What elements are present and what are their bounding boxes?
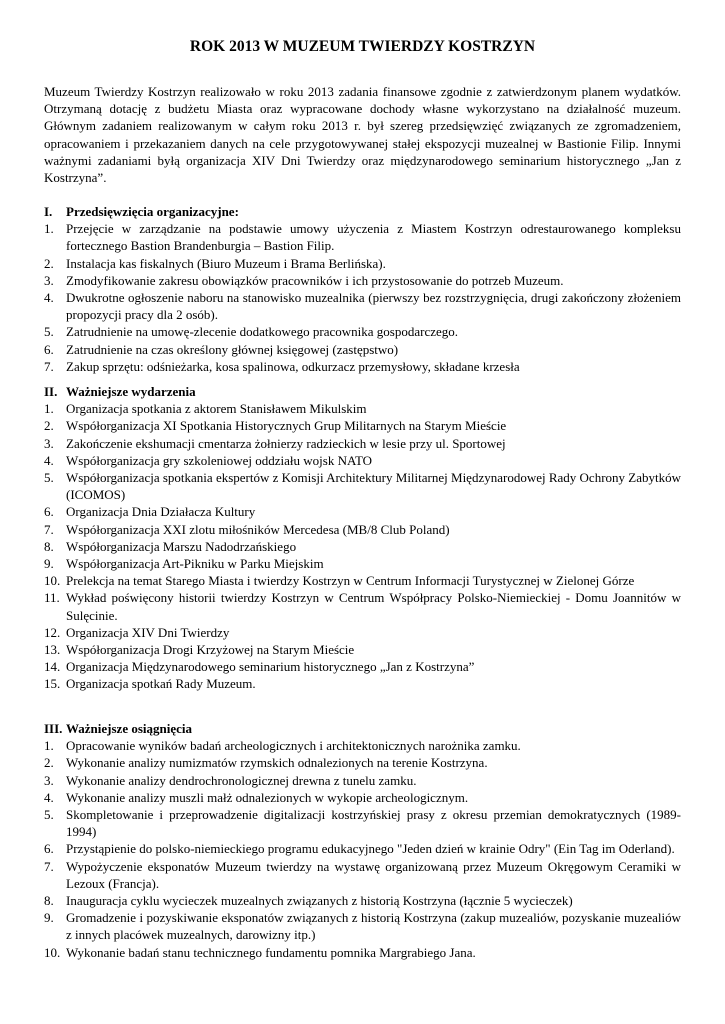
- list-item-text: Współorganizacja gry szkoleniowej oddziału wojsk NATO: [66, 452, 373, 468]
- list-item-number: 7.: [44, 521, 54, 537]
- list-item: [44, 272, 681, 289]
- list-item: [44, 341, 681, 358]
- list-item-number: 4.: [44, 290, 54, 306]
- section-heading: [44, 203, 681, 220]
- list-item-number: 14.: [44, 659, 61, 675]
- list-item-text: Organizacja Międzynarodowego seminarium historycznego „Jan z Kostrzyna”: [66, 659, 475, 675]
- list-item-text: Organizacja XIV Dni Twierdzy: [66, 624, 230, 640]
- list-item-text: Współorganizacja spotkania ekspertów z Komisji Architektury Militarnej Międzynarodowej Rady Ochrony Zabytków (ICOMOS): [66, 470, 681, 503]
- list-item: [44, 624, 681, 641]
- list-item-text: Opracowanie wyników badań archeologicznych i architektonicznych narożnika zamku.: [66, 738, 521, 754]
- list-item-text: Organizacja spotkań Rady Muzeum.: [66, 676, 256, 692]
- list-item: [44, 521, 681, 538]
- list-item-number: 15.: [44, 676, 61, 692]
- list-item: [44, 909, 681, 943]
- list-item-text: Wykład poświęcony historii twierdzy Kostrzyn w Centrum Współpracy Polsko-Niemieckiej - Domu Joannitów w Sulęcinie.: [66, 590, 681, 623]
- list-item: [44, 754, 681, 771]
- list-item: [44, 772, 681, 789]
- list-item-number: 11.: [44, 590, 60, 606]
- list-item-number: 1.: [44, 401, 54, 417]
- list-item-number: 9.: [44, 556, 54, 572]
- list-item: [44, 589, 681, 623]
- list-item-number: 2.: [44, 255, 54, 271]
- list-item: [44, 417, 681, 434]
- list-item-number: 2.: [44, 755, 54, 771]
- list-item-number: 12.: [44, 624, 61, 640]
- section-heading: [44, 383, 681, 400]
- list-item-text: Przystąpienie do polsko-niemieckiego programu edukacyjnego "Jeden dzień w krainie Odry" (Ein Tag im Oderland).: [66, 841, 675, 857]
- list-item-text: Wykonanie badań stanu technicznego fundamentu pomnika Margrabiego Jana.: [66, 944, 476, 960]
- list-item: [44, 840, 681, 857]
- list-item: [44, 675, 681, 692]
- list-item-text: Wykonanie analizy muszli małż odnalezionych w wykopie archeologicznym.: [66, 789, 469, 805]
- section-achievements: [44, 720, 681, 961]
- list-item-number: 4.: [44, 452, 54, 468]
- list-item-text: Współorganizacja XXI zlotu miłośników Mercedesa (MB/8 Club Poland): [66, 521, 450, 537]
- list-item-text: Współorganizacja Drogi Krzyżowej na Starym Mieście: [66, 642, 355, 658]
- list-item-number: 5.: [44, 807, 54, 823]
- list-item: [44, 806, 681, 840]
- list-item-number: 6.: [44, 504, 54, 520]
- list-item-number: 7.: [44, 858, 54, 874]
- list-item-number: 3.: [44, 272, 54, 288]
- list-item-text: Organizacja Dnia Działacza Kultury: [66, 504, 256, 520]
- list-item-text: Instalacja kas fiskalnych (Biuro Muzeum i Brama Berlińska).: [66, 255, 386, 271]
- list-item: [44, 572, 681, 589]
- list-item: [44, 737, 681, 754]
- list-item: [44, 289, 681, 323]
- list-item: [44, 641, 681, 658]
- list-item: [44, 358, 681, 375]
- list-item: [44, 255, 681, 272]
- list-item-text: Wykonanie analizy dendrochronologicznej drewna z tunelu zamku.: [66, 772, 417, 788]
- list-item-number: 13.: [44, 642, 61, 658]
- section-heading: [44, 720, 681, 737]
- list-item-number: 2.: [44, 418, 54, 434]
- list-item: [44, 323, 681, 340]
- list-item-text: Zakup sprzętu: odśnieżarka, kosa spalinowa, odkurzacz przemysłowy, składane krzesła: [66, 358, 520, 374]
- list-item-number: 5.: [44, 324, 54, 340]
- list-item-number: 6.: [44, 341, 54, 357]
- list-item: [44, 469, 681, 503]
- list-item: [44, 435, 681, 452]
- section-roman-numeral: III.: [44, 721, 63, 736]
- section-roman-numeral: II.: [44, 384, 58, 399]
- list-item-text: Wypożyczenie eksponatów Muzeum twierdzy na wystawę organizowaną przez Muzeum Okręgowym Ceramiki w Lezoux (Francja).: [66, 858, 681, 891]
- list-item: [44, 400, 681, 417]
- list-item-text: Inauguracja cyklu wycieczek muzealnych związanych z historią Kostrzyna (łącznie 5 wycieczek): [66, 893, 573, 909]
- list-item-number: 1.: [44, 738, 54, 754]
- section-events: [44, 383, 681, 693]
- list-item-number: 9.: [44, 910, 54, 926]
- list-item-text: Gromadzenie i pozyskiwanie eksponatów związanych z historią Kostrzyna (zakup muzealiów, pozyskanie muzealiów z innych placówek muzealnych, darowizny itp.): [66, 910, 681, 943]
- list-item-text: Zatrudnienie na umowę-zlecenie dodatkowego pracownika gospodarczego.: [66, 324, 459, 340]
- list-item: [44, 220, 681, 254]
- list-item-number: 8.: [44, 893, 54, 909]
- list-item: [44, 858, 681, 892]
- list-item: [44, 503, 681, 520]
- document-title: ROK 2013 W MUZEUM TWIERDZY KOSTRZYN: [189, 38, 536, 55]
- list-item-text: Przejęcie w zarządzanie na podstawie umowy użyczenia z Miastem Kostrzyn odrestaurowanego kompleksu fortecznego Bastion Brandenburgia – Bastion Filip.: [66, 221, 681, 254]
- list-item-number: 1.: [44, 221, 54, 237]
- list-item: [44, 555, 681, 572]
- list-item-text: Zakończenie ekshumacji cmentarza żołnierzy radzieckich w lesie przy ul. Sportowej: [66, 435, 506, 451]
- section-roman-numeral: I.: [44, 204, 53, 219]
- list-item-number: 5.: [44, 470, 54, 486]
- list-item-number: 10.: [44, 573, 61, 589]
- list-item-number: 8.: [44, 538, 54, 554]
- section-heading-text: Ważniejsze wydarzenia: [66, 384, 196, 399]
- list-item-text: Zmodyfikowanie zakresu obowiązków pracowników i ich przystosowanie do potrzeb Muzeum.: [66, 272, 564, 288]
- list-item-number: 3.: [44, 772, 54, 788]
- list-item-number: 7.: [44, 358, 54, 374]
- section-organizational: [44, 203, 681, 375]
- list-item-text: Zatrudnienie na czas określony głównej księgowej (zastępstwo): [66, 341, 399, 357]
- list-item-number: 6.: [44, 841, 54, 857]
- list-item: [44, 789, 681, 806]
- list-item-text: Współorganizacja XI Spotkania Historycznych Grup Militarnych na Starym Mieście: [66, 418, 507, 434]
- list-item-text: Dwukrotne ogłoszenie naboru na stanowisko muzealnika (pierwszy bez rozstrzygnięcia, drugi zakończony złożeniem propozycji pracy dla 2 osób).: [66, 290, 681, 323]
- list-item-text: Wykonanie analizy numizmatów rzymskich odnalezionych na terenie Kostrzyna.: [66, 755, 488, 771]
- list-item-number: 10.: [44, 944, 61, 960]
- section-heading-text: Ważniejsze osiągnięcia: [66, 721, 193, 736]
- list-item-text: Prelekcja na temat Starego Miasta i twierdzy Kostrzyn w Centrum Informacji Turystycznej w Zielonej Górze: [66, 573, 635, 589]
- list-item-text: Organizacja spotkania z aktorem Stanisławem Mikulskim: [66, 401, 367, 417]
- list-item: [44, 452, 681, 469]
- list-item-text: Współorganizacja Art-Pikniku w Parku Miejskim: [66, 556, 324, 572]
- list-item: [44, 892, 681, 909]
- list-item: [44, 944, 681, 961]
- list-item: [44, 538, 681, 555]
- list-item-number: 4.: [44, 789, 54, 805]
- list-item-text: Skompletowanie i przeprowadzenie digitalizacji kostrzyńskiej prasy z okresu przemian demokratycznych (1989-1994): [66, 807, 681, 840]
- list-item-text: Współorganizacja Marszu Nadodrzańskiego: [66, 538, 297, 554]
- list-item: [44, 658, 681, 675]
- list-item-number: 3.: [44, 435, 54, 451]
- intro-paragraph: Muzeum Twierdzy Kostrzyn realizowało w roku 2013 zadania finansowe zgodnie z zatwierdzonym planem wydatków. Otrzymaną dotację z budżetu Miasta oraz wypracowane dochody własne wykorzystano na działalność muzeum. Głównym zadaniem realizowanym w całym roku 2013 r. był szereg przedsięwzięć związanych ze zgromadzeniem, opracowaniem i przekazaniem danych na cele przygotowywanej stałej ekspozycji muzealnej w Bastionie Filip. Innymi ważnymi zadaniami byłą organizacja XIV Dni Twierdzy oraz międzynarodowego seminarium historycznego „Jan z Kostrzyna”.: [44, 84, 681, 186]
- section-heading-text: Przedsięwzięcia organizacyjne:: [66, 204, 239, 219]
